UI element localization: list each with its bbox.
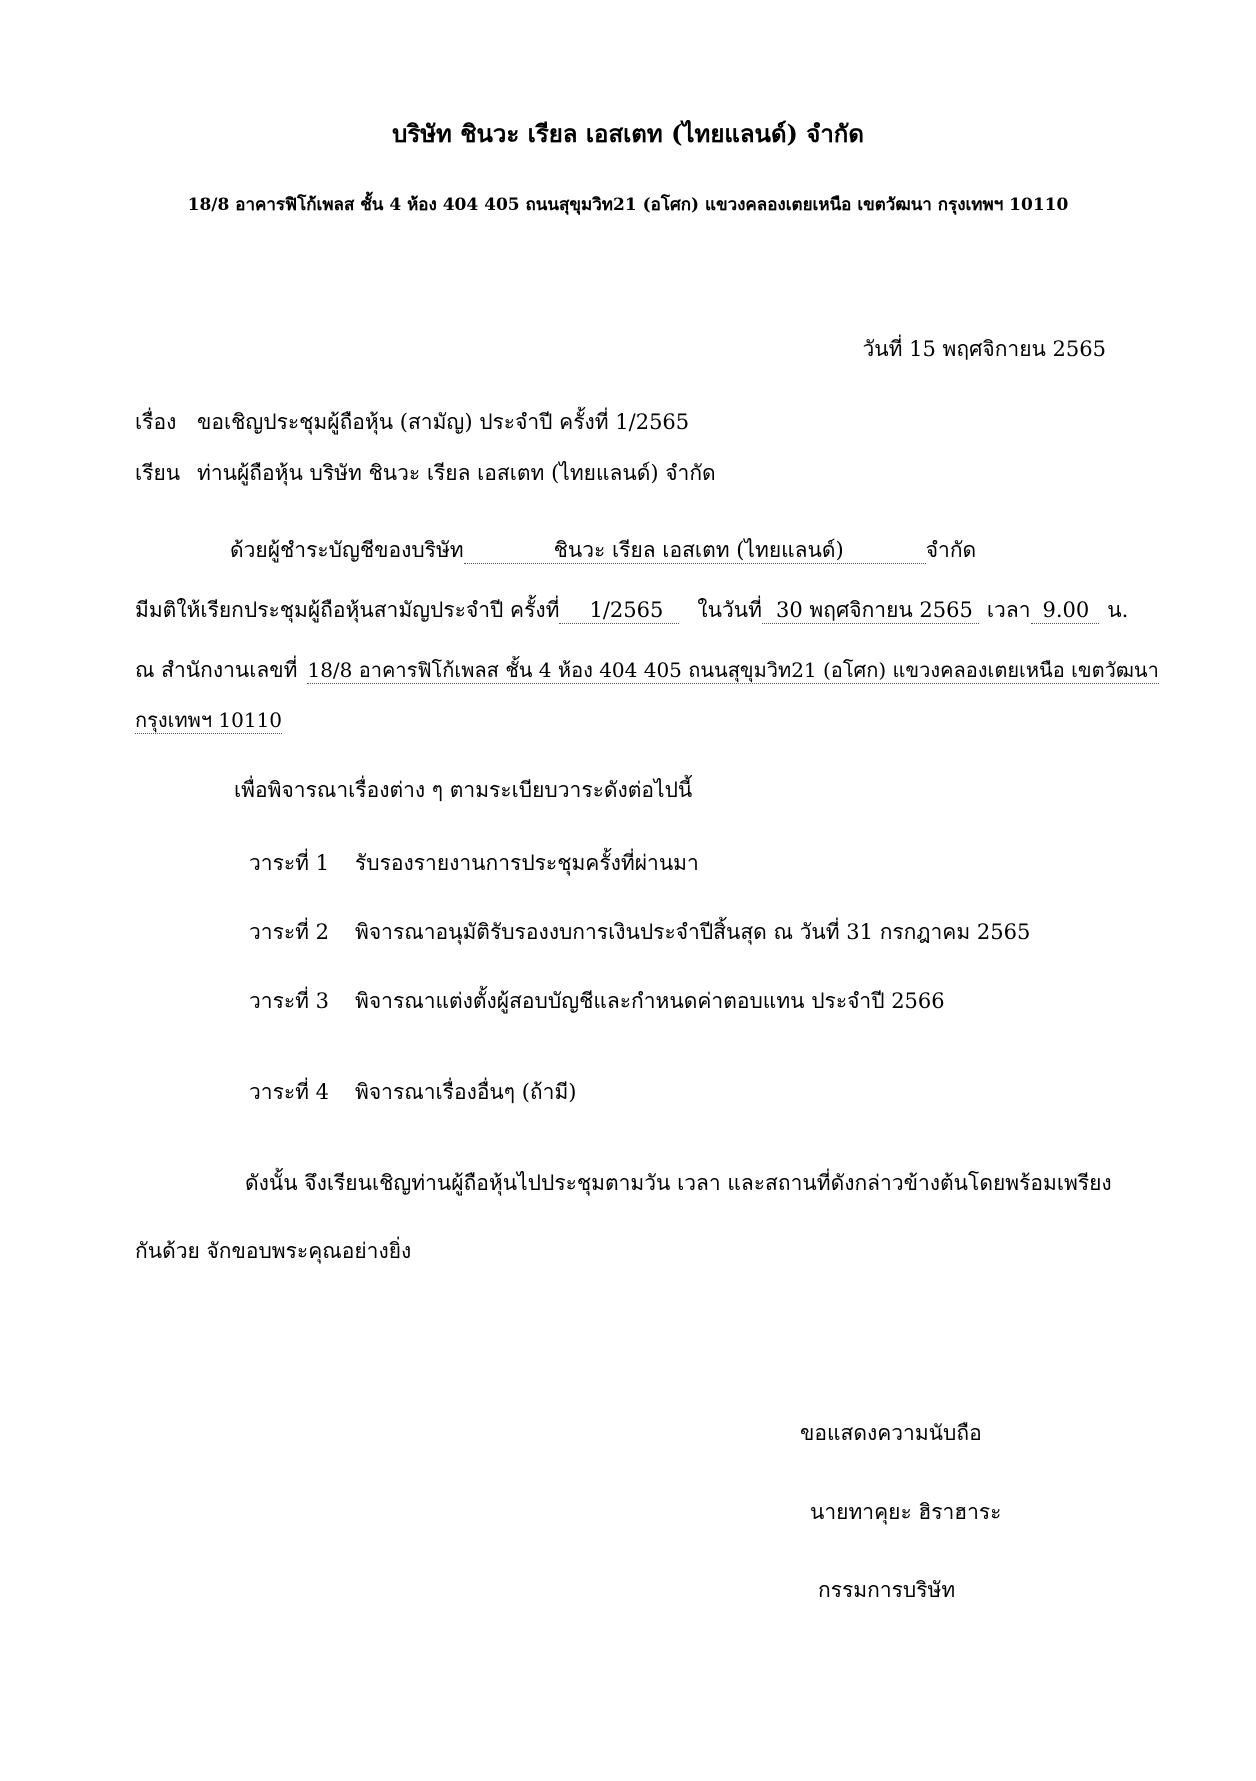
- subject-text: ขอเชิญประชุมผู้ถือหุ้น (สามัญ) ประจำปี ครั้งที่ 1/2565: [197, 410, 690, 434]
- meeting-date-fill: 30 พฤศจิกายน 2565: [762, 597, 979, 624]
- agenda-number: วาระที่ 3: [249, 989, 330, 1013]
- meeting-number-fill: 1/2565: [559, 597, 679, 624]
- agenda-text: พิจารณาแต่งตั้งผู้สอบบัญชีและกำหนดค่าตอบแทน ประจำปี 2566: [355, 989, 945, 1013]
- body-line-1: [230, 535, 976, 565]
- agenda-number: วาระที่ 4: [249, 1080, 330, 1104]
- subject-label: เรื่อง: [135, 410, 177, 434]
- agenda-number: วาระที่ 2: [249, 920, 330, 944]
- closing-line-2: กันด้วย จักขอบพระคุณอย่างยิ่ง: [135, 1239, 412, 1263]
- letter-date: วันที่ 15 พฤศจิกายน 2565: [862, 337, 1106, 361]
- on-date-label: ในวันที่: [697, 598, 762, 622]
- recipient-label: เรียน: [135, 461, 181, 485]
- meeting-time-fill: 9.00: [1031, 597, 1100, 624]
- agenda-item: [249, 848, 699, 878]
- liquidator-text: ด้วยผู้ชำระบัญชีของบริษัท: [230, 538, 464, 562]
- company-address: 18/8 อาคารฟิโก้เพลส ชั้น 4 ห้อง 404 405 ถนนสุขุมวิท21 (อโศก) แขวงคลองเตยเหนือ เขตวัฒนา กรุงเทพฯ 10110: [187, 195, 1069, 215]
- agenda-text: พิจารณาอนุมัติรับรองงบการเงินประจำปีสิ้นสุด ณ วันที่ 31 กรกฎาคม 2565: [355, 920, 1031, 944]
- agenda-number: วาระที่ 1: [249, 851, 330, 875]
- closing-line-1: ดังนั้น จึงเรียนเชิญท่านผู้ถือหุ้นไปประชุมตามวัน เวลา และสถานที่ดังกล่าวข้างต้นโดยพร้อมเพรียง: [245, 1171, 1112, 1195]
- signatory-name: นายทาคุยะ ฮิราฮาระ: [810, 1500, 1002, 1524]
- time-unit: น.: [1107, 598, 1129, 622]
- agenda-item: [249, 917, 1030, 947]
- recipient-text: ท่านผู้ถือหุ้น บริษัท ชินวะ เรียล เอสเตท (ไทยแลนด์) จำกัด: [197, 461, 716, 485]
- signature-regards: ขอแสดงความนับถือ: [800, 1421, 982, 1445]
- company-fill: ชินวะ เรียล เอสเตท (ไทยแลนด์): [464, 537, 926, 564]
- company-name: บริษัท ชินวะ เรียล เอสเตท (ไทยแลนด์) จำกัด: [392, 119, 864, 148]
- agenda-item: [249, 1077, 576, 1107]
- company-suffix: จำกัด: [925, 538, 977, 562]
- venue-fill-line-1: 18/8 อาคารฟิโก้เพลส ชั้น 4 ห้อง 404 405 ถนนสุขุมวิท21 (อโศก) แขวงคลองเตยเหนือ เขตวัฒนา: [307, 658, 1159, 682]
- agenda-text: พิจารณาเรื่องอื่นๆ (ถ้ามี): [355, 1080, 577, 1104]
- body-line-3: [135, 655, 1159, 685]
- agenda-item: [249, 986, 945, 1016]
- agenda-intro: เพื่อพิจารณาเรื่องต่าง ๆ ตามระเบียบวาระดังต่อไปนี้: [234, 778, 693, 802]
- agenda-text: รับรองรายงานการประชุมครั้งที่ผ่านมา: [355, 851, 699, 875]
- body-line-4: [135, 705, 282, 735]
- time-label: เวลา: [986, 598, 1031, 622]
- venue-fill-line-2: กรุงเทพฯ 10110: [135, 708, 283, 732]
- body-line-2: [135, 595, 1128, 625]
- recipient-line: [135, 458, 716, 488]
- subject-line: [135, 407, 689, 437]
- signatory-position: กรรมการบริษัท: [818, 1578, 956, 1602]
- office-label: ณ สำนักงานเลขที่: [135, 658, 298, 682]
- resolution-text: มีมติให้เรียกประชุมผู้ถือหุ้นสามัญประจำปี ครั้งที่: [135, 598, 560, 622]
